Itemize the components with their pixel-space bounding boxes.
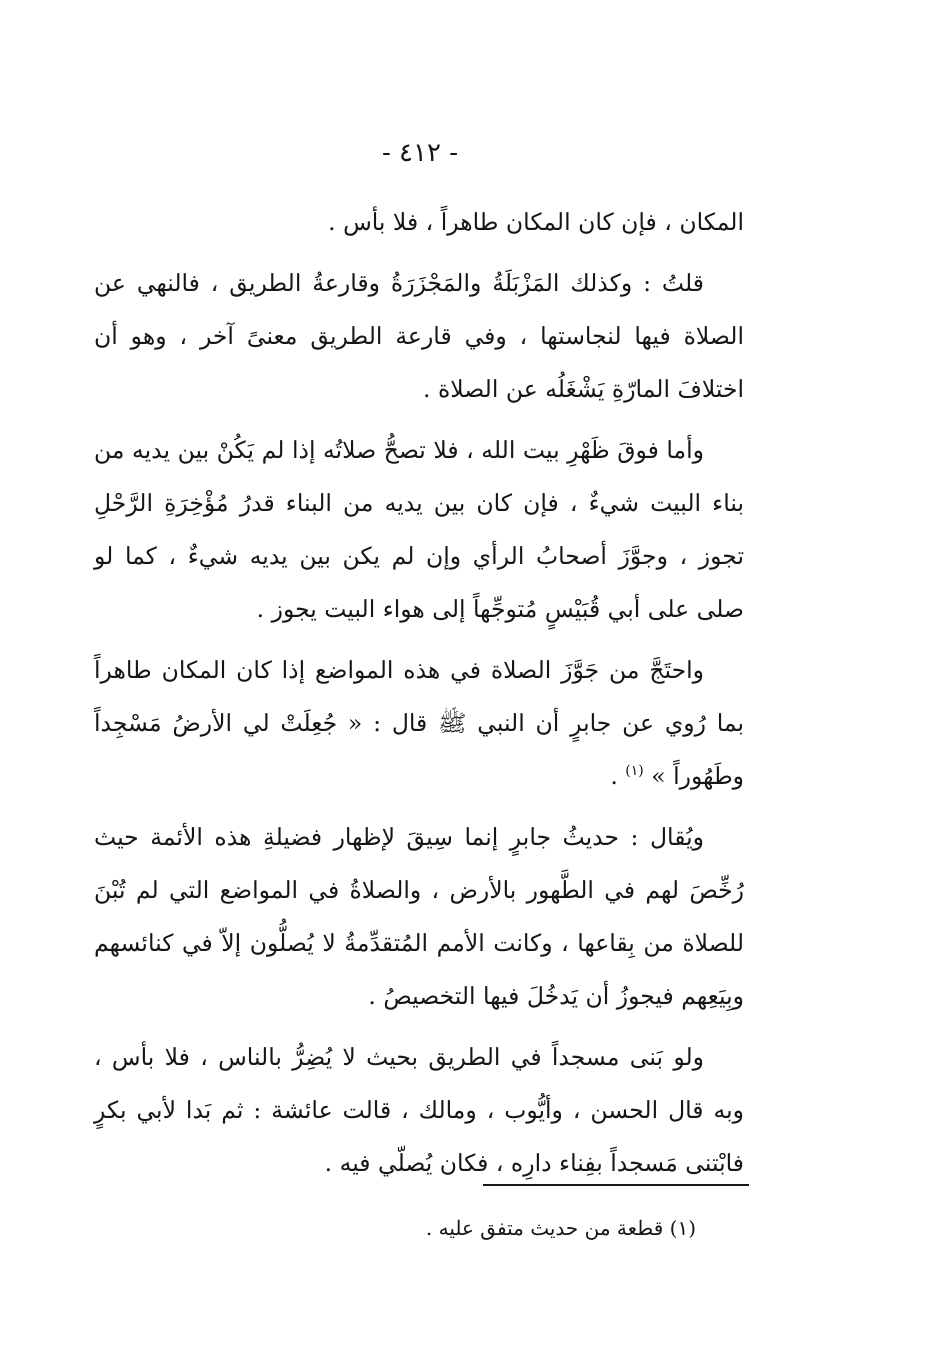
paragraph-jabir-hadith (94, 644, 744, 803)
footnote-marker: (١) (625, 763, 644, 780)
footnote: (١) قطعة من حديث متفق عليه . (425, 1216, 696, 1240)
paragraph-continuation: المكان ، فإن كان المكان طاهراً ، فلا بأس . (328, 208, 744, 236)
paragraph-roof-of-kaaba: وأما فوقَ ظَهْرِ بيت الله ، فلا تصحُّ صلاتُه إذا لم يَكُنْ بين يديه من بناء البيت شيءٌ ، فإن كان بين يديه من البناء قدرُ مُؤْخِرَةِ الرَّحْلِ تجوز ، وجوَّزَ أصحابُ الرأي وإن لم يكن بين يديه شيءٌ ، كما لو صلى على أبي قُبَيْسٍ مُتوجِّهاً إلى هواء البيت يجوز . (94, 436, 744, 623)
footnote-marker-tail: . (610, 762, 626, 790)
footnote-divider (483, 1184, 749, 1186)
paragraph-mosque-on-road: ولو بَنى مسجداً في الطريق بحيث لا يُضِرُّ بالناس ، فلا بأس ، وبه قال الحسن ، وأيُّوب ، ومالك ، قالت عائشة : ثم بَدا لأبي بكرٍ فابْتنى مَسجداً بفِناء دارِه ، فكان يُصلّي فيه . (94, 1043, 744, 1177)
paragraph-qultu: قلتُ : وكذلك المَزْبَلَةُ والمَجْزَرَةُ وقارعةُ الطريق ، فالنهي عن الصلاة فيها لنجاستها ، وفي قارعة الطريق معنىً آخر ، وهو أن اختلافَ المارّةِ يَشْغَلُه عن الصلاة . (94, 269, 744, 403)
page-number: - ٤١٢ - (381, 138, 459, 168)
paragraph-jabir-text: واحتَجَّ من جَوَّزَ الصلاة في هذه المواضع إذا كان المكان طاهراً بما رُوي عن جابرٍ أن النبي ﷺ قال : « جُعِلَتْ لي الأرضُ مَسْجِداً وطَهُوراً » (94, 656, 744, 790)
paragraph-yuqal: ويُقال : حديثُ جابرٍ إنما سِيقَ لإظهار فضيلةِ هذه الأئمة حيث رُخِّصَ لهم في الطَّهور بالأرض ، والصلاةُ في المواضع التي لم تُبْنَ للصلاة من بِقاعها ، وكانت الأمم المُتقدِّمةُ لا يُصلُّون إلاّ في كنائسهم وبِيَعِهم فيجوزُ أن يَدخُلَ فيها التخصيصُ . (94, 823, 744, 1010)
main-text (94, 196, 744, 1190)
